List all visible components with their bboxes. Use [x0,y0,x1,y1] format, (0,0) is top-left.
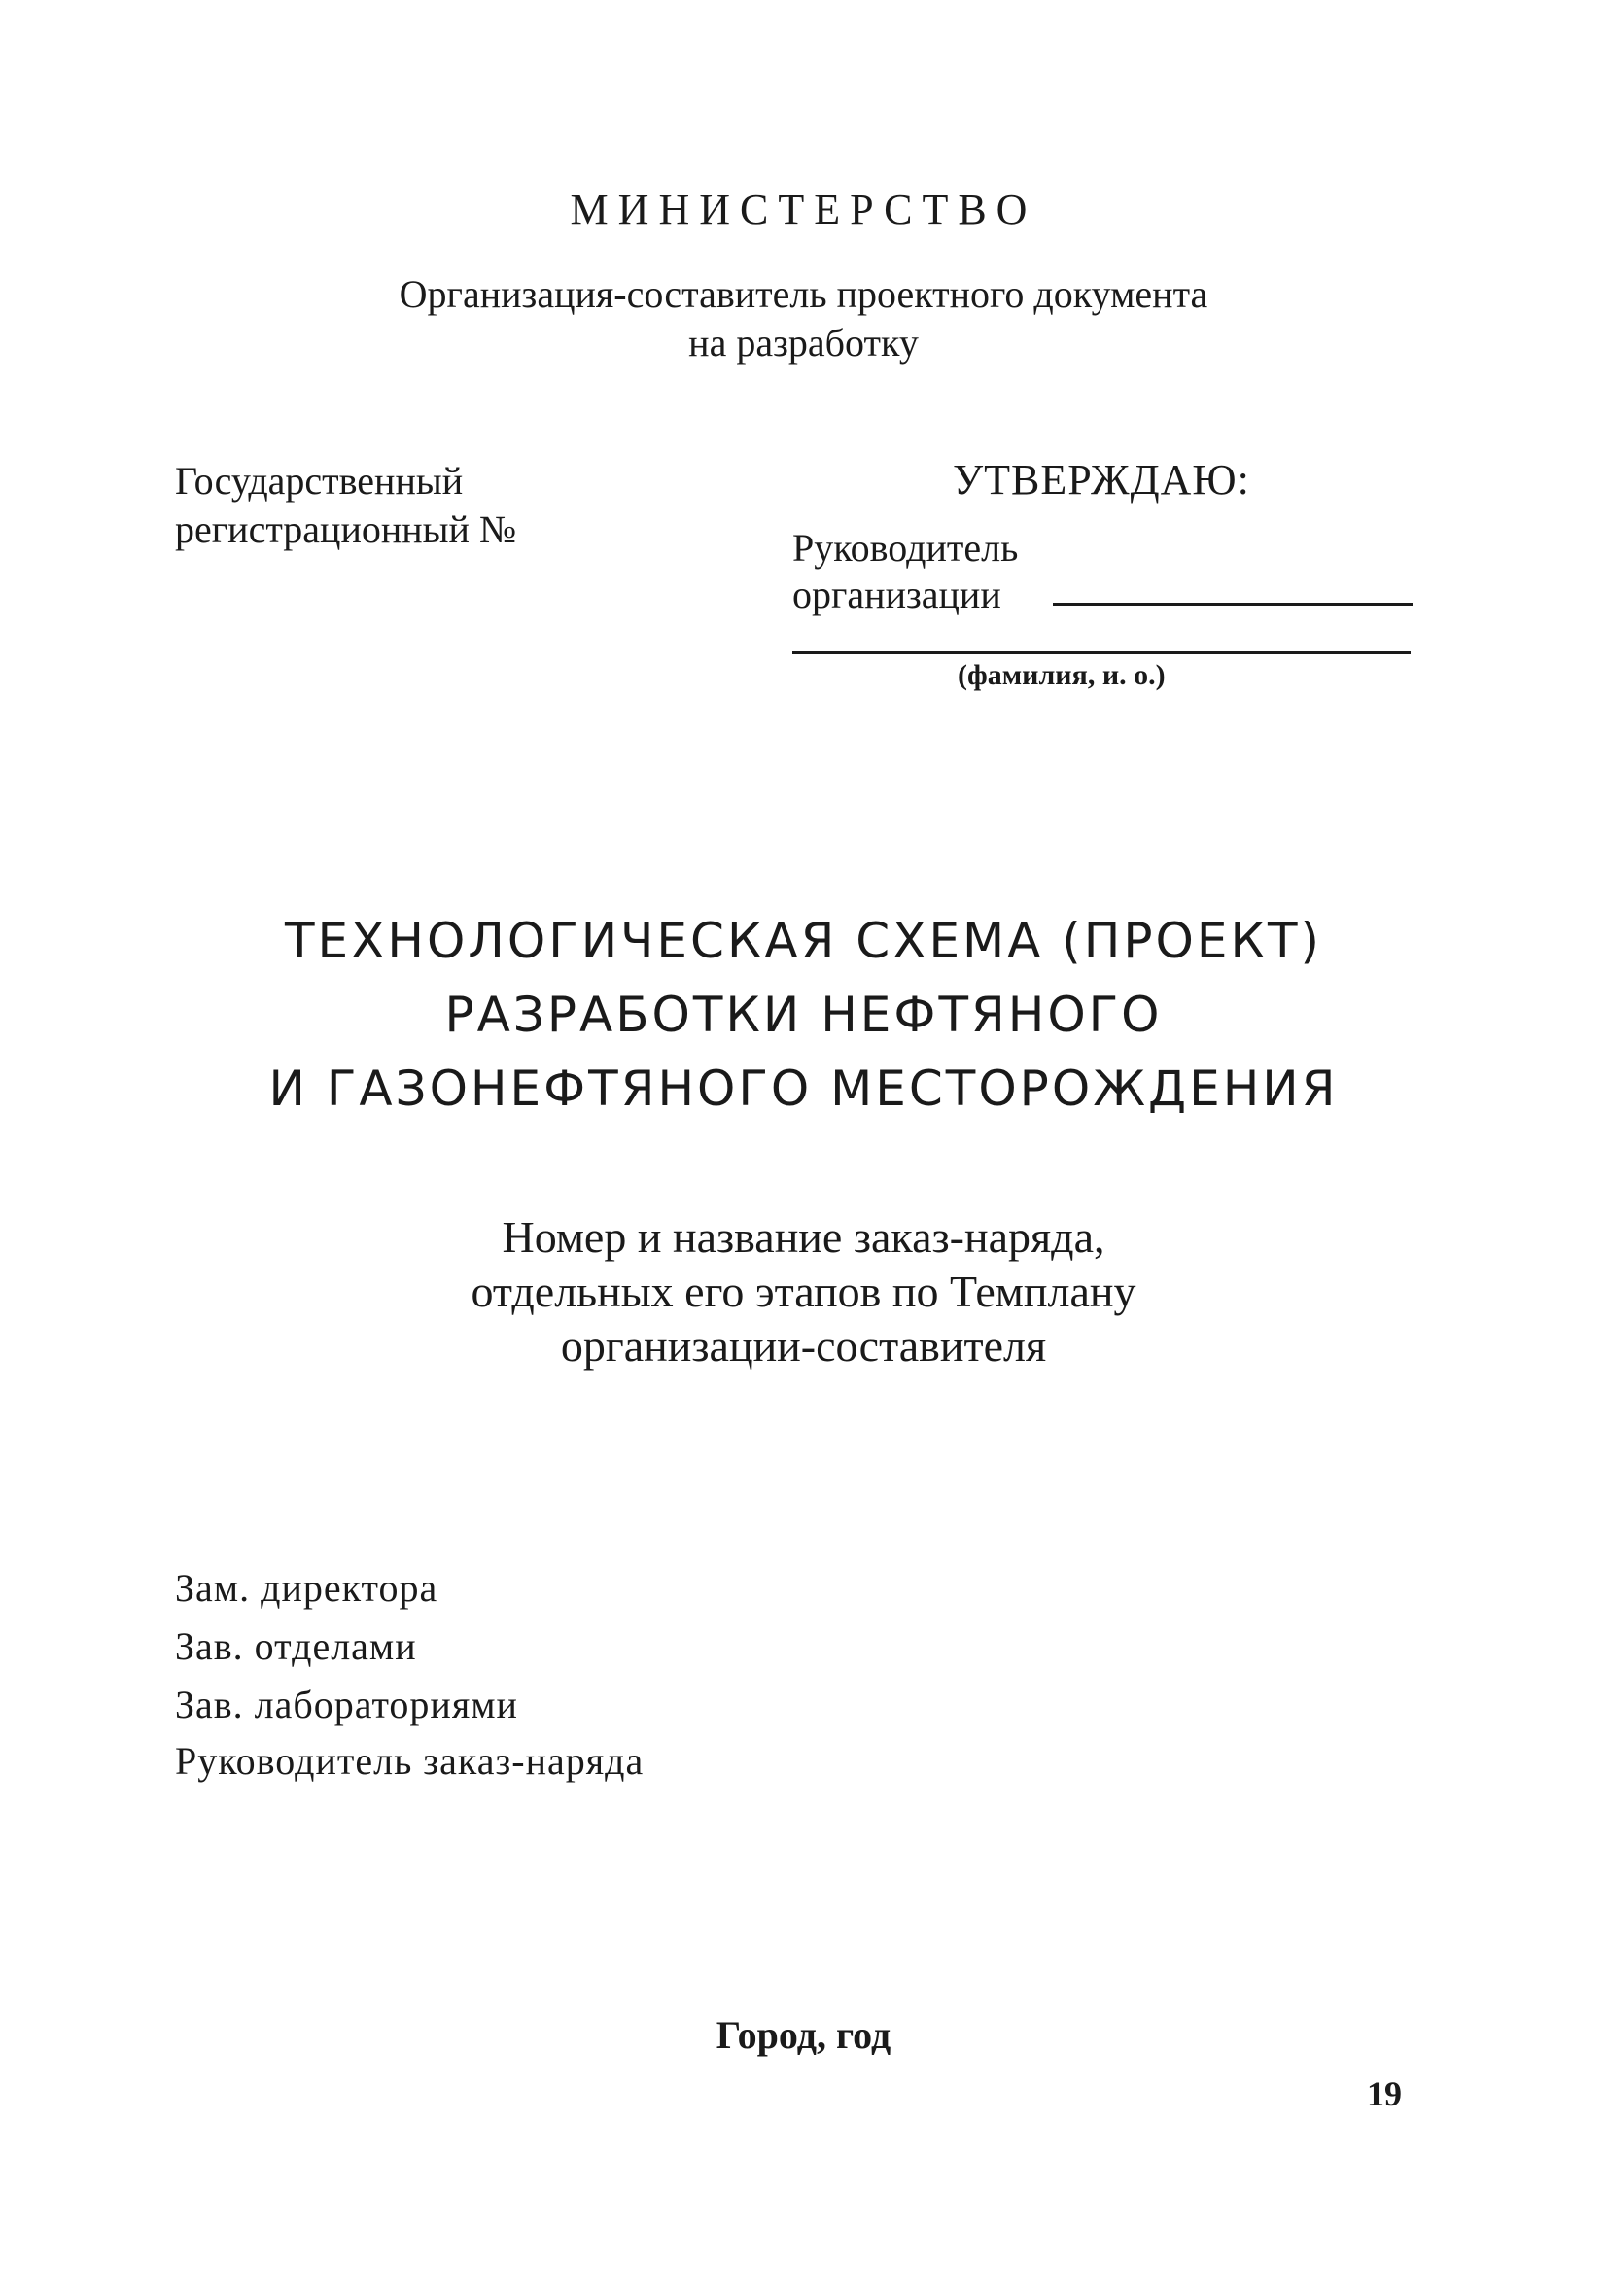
approval-head-organization: организации [792,573,1001,616]
document-title-line-3: И ГАЗОНЕФТЯНОГО МЕСТОРОЖДЕНИЯ [268,1061,1339,1117]
document-title-line-2: РАЗРАБОТКИ НЕФТЯНОГО [444,987,1163,1043]
approval-label: УТВЕРЖДАЮ: [953,456,1250,504]
city-year: Город, год [716,2013,891,2057]
subtitle-line-2: отдельных его этапов по Темплану [471,1267,1136,1316]
registration-block [175,457,516,554]
signature-line [1053,603,1413,606]
staff-laboratory-heads: Зав. лабораториями [175,1683,518,1726]
registration-line-2: регистрационный № [175,507,517,551]
organization-line-1: Организация-составитель проектного документа [399,272,1208,316]
ministry-heading: МИНИСТЕРСТВО [570,186,1037,233]
staff-deputy-director: Зам. директора [175,1566,438,1610]
subtitle-line-1: Номер и название заказ-наряда, [502,1212,1105,1262]
document-title-line-1: ТЕХНОЛОГИЧЕСКАЯ СХЕМА (ПРОЕКТ) [284,913,1323,969]
staff-order-manager: Руководитель заказ-наряда [175,1739,645,1783]
signature-caption: (фамилия, и. о.) [958,659,1166,691]
page-number: 19 [1367,2074,1402,2113]
subtitle-line-3: организации-составителя [560,1321,1047,1371]
approval-head-title: Руководитель [792,526,1019,570]
registration-line-1: Государственный [175,459,464,503]
organization-line-2: на разработку [688,321,919,365]
name-line [792,651,1411,654]
staff-department-heads: Зав. отделами [175,1624,417,1668]
